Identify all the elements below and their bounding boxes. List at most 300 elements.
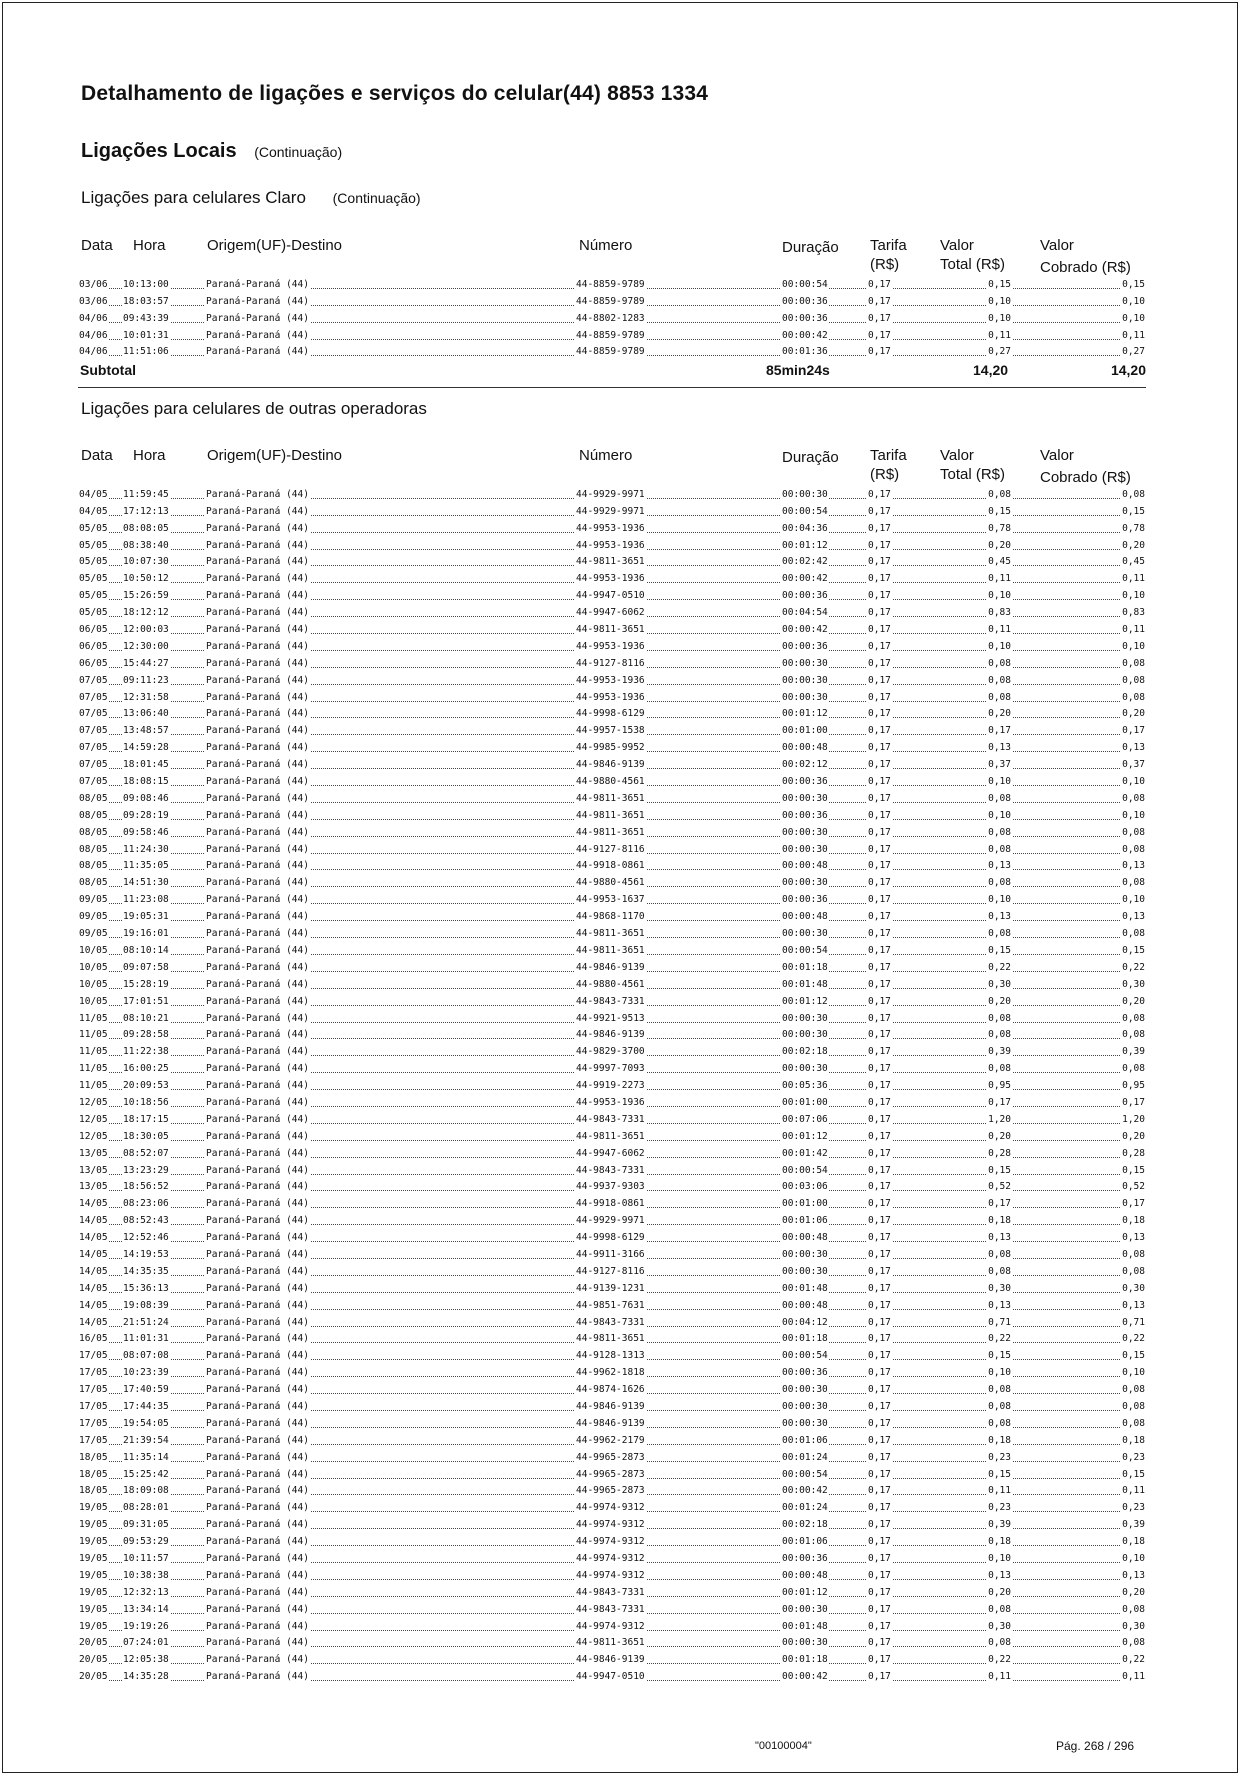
cell-origem: Paraná-Paraná (44): [206, 295, 309, 307]
cell-valor-cobrado: 0,08: [1122, 1248, 1145, 1260]
cell-valor-total: 0,10: [988, 295, 1011, 307]
cell-numero: 44-9953-1936: [576, 522, 645, 534]
cell-valor-cobrado: 0,39: [1122, 1519, 1145, 1531]
cell-origem: Paraná-Paraná (44): [206, 1485, 309, 1497]
cell-tarifa: 0,17: [868, 1384, 891, 1396]
cell-valor-total: 0,71: [988, 1316, 1011, 1328]
cell-hora: 18:56:52: [123, 1181, 169, 1193]
cell-origem: Paraná-Paraná (44): [206, 1080, 309, 1092]
cell-origem: Paraná-Paraná (44): [206, 1198, 309, 1210]
cell-valor-cobrado: 0,13: [1122, 742, 1145, 754]
cell-tarifa: 0,17: [868, 522, 891, 534]
cell-numero: 44-9127-8116: [576, 1265, 645, 1277]
cell-valor-total: 0,08: [988, 1637, 1011, 1649]
cell-origem: Paraná-Paraná (44): [206, 1215, 309, 1227]
cell-data: 19/05: [79, 1553, 108, 1564]
cell-tarifa: 0,17: [868, 505, 891, 517]
cell-tarifa: 0,17: [868, 1215, 891, 1227]
cell-data: 04/06: [79, 329, 108, 341]
cell-tarifa: 0,17: [868, 1536, 891, 1548]
cell-valor-cobrado: 0,08: [1122, 691, 1145, 703]
col-tarifa-unit: (R$): [870, 256, 900, 273]
cell-valor-total: 0,23: [988, 1451, 1011, 1463]
cell-duracao: 00:01:48: [782, 1282, 828, 1294]
cell-valor-cobrado: 0,22: [1122, 961, 1145, 973]
cell-valor-cobrado: 0,08: [1122, 1012, 1145, 1024]
cell-origem: Paraná-Paraná (44): [206, 1350, 309, 1362]
cell-duracao: 00:01:12: [782, 995, 828, 1007]
cell-origem: Paraná-Paraná (44): [206, 640, 309, 652]
cell-hora: 17:01:51: [123, 995, 169, 1007]
cell-tarifa: 0,17: [868, 1502, 891, 1514]
table-row: [78, 1566, 1146, 1583]
cell-valor-total: 0,08: [988, 691, 1011, 703]
cell-valor-cobrado: 0,08: [1122, 1384, 1145, 1396]
cell-valor-total: 0,08: [988, 657, 1011, 669]
cell-tarifa: 0,17: [868, 1569, 891, 1581]
table-row: [78, 992, 1146, 1009]
cell-valor-cobrado: 0,10: [1122, 1553, 1145, 1564]
cell-valor-cobrado: 0,13: [1122, 1232, 1145, 1244]
cell-origem: Paraná-Paraná (44): [206, 539, 309, 551]
cell-hora: 14:51:30: [123, 877, 169, 889]
col-numero: Número: [579, 447, 633, 464]
cell-data: 05/05: [79, 607, 108, 619]
cell-valor-cobrado: 0,11: [1122, 1485, 1145, 1497]
cell-tarifa: 0,17: [868, 1434, 891, 1446]
section-title: Ligações Locais: [81, 140, 237, 162]
cell-valor-cobrado: 0,08: [1122, 826, 1145, 838]
cell-hora: 21:51:24: [123, 1316, 169, 1328]
cell-tarifa: 0,17: [868, 877, 891, 889]
cell-valor-cobrado: 0,30: [1122, 1620, 1145, 1632]
cell-hora: 08:52:43: [123, 1215, 169, 1227]
table1-title: Ligações para celulares Claro: [81, 188, 306, 207]
col-valor-cobrado: Valor: [1040, 447, 1074, 464]
table-row: [78, 772, 1146, 789]
table-row: [78, 975, 1146, 992]
cell-hora: 11:01:31: [123, 1333, 169, 1345]
cell-numero: 44-9947-0510: [576, 590, 645, 602]
cell-valor-total: 0,11: [988, 624, 1011, 636]
cell-tarifa: 0,17: [868, 607, 891, 619]
cell-numero: 44-9843-7331: [576, 1603, 645, 1615]
cell-hora: 09:31:05: [123, 1519, 169, 1531]
cell-tarifa: 0,17: [868, 1181, 891, 1193]
cell-valor-total: 0,22: [988, 961, 1011, 973]
cell-valor-total: 0,13: [988, 1299, 1011, 1311]
cell-origem: Paraná-Paraná (44): [206, 894, 309, 906]
cell-duracao: 00:00:30: [782, 843, 828, 855]
cell-data: 11/05: [79, 1012, 108, 1024]
cell-data: 08/05: [79, 860, 108, 872]
cell-numero: 44-9127-8116: [576, 657, 645, 669]
table2-rows: [78, 485, 1146, 1684]
cell-duracao: 00:04:36: [782, 522, 828, 534]
table-row: [78, 890, 1146, 907]
cell-numero: 44-9947-6062: [576, 607, 645, 619]
cell-origem: Paraná-Paraná (44): [206, 1620, 309, 1632]
cell-data: 14/05: [79, 1232, 108, 1244]
cell-valor-cobrado: 0,08: [1122, 877, 1145, 889]
cell-duracao: 00:00:30: [782, 674, 828, 686]
table-row: [78, 1330, 1146, 1347]
cell-tarifa: 0,17: [868, 556, 891, 568]
cell-duracao: 00:00:48: [782, 1299, 828, 1311]
cell-valor-cobrado: 0,10: [1122, 295, 1145, 307]
cell-valor-total: 0,15: [988, 505, 1011, 517]
cell-hora: 10:38:38: [123, 1569, 169, 1581]
section-continuation: (Continuação): [254, 144, 343, 160]
cell-hora: 14:19:53: [123, 1248, 169, 1260]
cell-data: 17/05: [79, 1434, 108, 1446]
cell-origem: Paraná-Paraná (44): [206, 1417, 309, 1429]
table-row: [78, 1617, 1146, 1634]
cell-duracao: 00:00:30: [782, 1012, 828, 1024]
cell-origem: Paraná-Paraná (44): [206, 1282, 309, 1294]
cell-valor-cobrado: 0,22: [1122, 1333, 1145, 1345]
cell-valor-total: 0,10: [988, 1553, 1011, 1564]
cell-duracao: 00:00:42: [782, 573, 828, 585]
cell-numero: 44-9811-3651: [576, 944, 645, 956]
cell-valor-cobrado: 0,08: [1122, 1417, 1145, 1429]
table-row: [78, 1380, 1146, 1397]
table1-continuation: (Continuação): [332, 190, 421, 206]
cell-valor-total: 0,13: [988, 911, 1011, 923]
cell-origem: Paraná-Paraná (44): [206, 1164, 309, 1176]
cell-tarifa: 0,17: [868, 1316, 891, 1328]
cell-hora: 18:03:57: [123, 295, 169, 307]
cell-numero: 44-9919-2273: [576, 1080, 645, 1092]
cell-duracao: 00:02:18: [782, 1046, 828, 1058]
cell-tarifa: 0,17: [868, 1333, 891, 1345]
cell-data: 08/05: [79, 792, 108, 804]
cell-duracao: 00:00:30: [782, 1417, 828, 1429]
cell-duracao: 00:00:54: [782, 1350, 828, 1362]
cell-duracao: 00:00:30: [782, 488, 828, 500]
cell-tarifa: 0,17: [868, 826, 891, 838]
cell-valor-total: 0,15: [988, 1164, 1011, 1176]
cell-data: 10/05: [79, 995, 108, 1007]
cell-valor-cobrado: 0,30: [1122, 1282, 1145, 1294]
cell-numero: 44-9846-9139: [576, 1654, 645, 1666]
cell-tarifa: 0,17: [868, 1248, 891, 1260]
table-row: [78, 1600, 1146, 1617]
cell-origem: Paraná-Paraná (44): [206, 860, 309, 872]
col-tarifa: Tarifa: [870, 237, 907, 254]
cell-origem: Paraná-Paraná (44): [206, 877, 309, 889]
cell-data: 14/05: [79, 1198, 108, 1210]
cell-valor-total: 0,30: [988, 1620, 1011, 1632]
cell-origem: Paraná-Paraná (44): [206, 826, 309, 838]
cell-data: 10/05: [79, 978, 108, 990]
cell-tarifa: 0,17: [868, 1063, 891, 1075]
cell-numero: 44-8802-1283: [576, 312, 645, 324]
cell-hora: 11:51:06: [123, 346, 169, 358]
cell-data: 11/05: [79, 1029, 108, 1041]
table-row: [78, 1279, 1146, 1296]
table-row: [78, 292, 1146, 309]
cell-hora: 10:11:57: [123, 1553, 169, 1564]
cell-valor-total: 0,08: [988, 928, 1011, 940]
cell-duracao: 00:00:36: [782, 295, 828, 307]
cell-numero: 44-9974-9312: [576, 1536, 645, 1548]
table-row: [78, 1042, 1146, 1059]
cell-origem: Paraná-Paraná (44): [206, 742, 309, 754]
table-row: [78, 688, 1146, 705]
table-row: [78, 857, 1146, 874]
cell-data: 14/05: [79, 1248, 108, 1260]
cell-hora: 10:13:00: [123, 278, 169, 290]
cell-valor-cobrado: 0,28: [1122, 1147, 1145, 1159]
cell-tarifa: 0,17: [868, 944, 891, 956]
cell-numero: 44-9921-9513: [576, 1012, 645, 1024]
cell-tarifa: 0,17: [868, 725, 891, 737]
cell-duracao: 00:01:48: [782, 978, 828, 990]
cell-tarifa: 0,17: [868, 928, 891, 940]
cell-duracao: 00:00:36: [782, 809, 828, 821]
cell-valor-total: 0,11: [988, 1671, 1011, 1683]
cell-valor-cobrado: 0,10: [1122, 894, 1145, 906]
cell-origem: Paraná-Paraná (44): [206, 488, 309, 500]
cell-data: 08/05: [79, 877, 108, 889]
cell-numero: 44-9811-3651: [576, 809, 645, 821]
cell-origem: Paraná-Paraná (44): [206, 1096, 309, 1108]
cell-valor-cobrado: 0,08: [1122, 1603, 1145, 1615]
cell-origem: Paraná-Paraná (44): [206, 911, 309, 923]
cell-tarifa: 0,17: [868, 792, 891, 804]
cell-numero: 44-9829-3700: [576, 1046, 645, 1058]
cell-hora: 10:01:31: [123, 329, 169, 341]
cell-numero: 44-8859-9789: [576, 295, 645, 307]
cell-numero: 44-9843-7331: [576, 1586, 645, 1598]
cell-valor-total: 0,10: [988, 1367, 1011, 1379]
table1-rows: [78, 275, 1146, 359]
cell-duracao: 00:00:48: [782, 860, 828, 872]
cell-valor-cobrado: 0,20: [1122, 1130, 1145, 1142]
cell-duracao: 00:01:24: [782, 1451, 828, 1463]
cell-data: 04/06: [79, 312, 108, 324]
cell-tarifa: 0,17: [868, 1603, 891, 1615]
cell-numero: 44-9947-6062: [576, 1147, 645, 1159]
cell-data: 20/05: [79, 1654, 108, 1666]
table-row: [78, 1634, 1146, 1651]
cell-tarifa: 0,17: [868, 1130, 891, 1142]
cell-data: 20/05: [79, 1671, 108, 1683]
cell-valor-total: 0,20: [988, 1130, 1011, 1142]
cell-data: 19/05: [79, 1502, 108, 1514]
cell-data: 08/05: [79, 843, 108, 855]
cell-duracao: 00:01:42: [782, 1147, 828, 1159]
cell-data: 12/05: [79, 1113, 108, 1125]
cell-duracao: 00:00:30: [782, 792, 828, 804]
cell-numero: 44-9843-7331: [576, 1113, 645, 1125]
section-heading: [81, 140, 342, 163]
cell-hora: 20:09:53: [123, 1080, 169, 1092]
table-row: [78, 823, 1146, 840]
cell-duracao: 00:01:36: [782, 346, 828, 358]
cell-tarifa: 0,17: [868, 742, 891, 754]
cell-valor-cobrado: 0,10: [1122, 312, 1145, 324]
cell-valor-total: 0,10: [988, 809, 1011, 821]
cell-numero: 44-9874-1626: [576, 1384, 645, 1396]
cell-hora: 09:07:58: [123, 961, 169, 973]
cell-duracao: 00:01:12: [782, 539, 828, 551]
cell-numero: 44-8859-9789: [576, 329, 645, 341]
cell-numero: 44-9974-9312: [576, 1502, 645, 1514]
cell-valor-cobrado: 0,37: [1122, 759, 1145, 771]
cell-origem: Paraná-Paraná (44): [206, 961, 309, 973]
subtotal-valor-cobrado: 14,20: [1110, 362, 1146, 378]
cell-data: 18/05: [79, 1468, 108, 1480]
cell-data: 05/05: [79, 573, 108, 585]
cell-hora: 10:50:12: [123, 573, 169, 585]
cell-duracao: 00:02:18: [782, 1519, 828, 1531]
cell-tarifa: 0,17: [868, 995, 891, 1007]
table-row: [78, 1178, 1146, 1195]
cell-valor-cobrado: 0,08: [1122, 792, 1145, 804]
cell-duracao: 00:00:30: [782, 1400, 828, 1412]
cell-valor-total: 0,11: [988, 573, 1011, 585]
col-data: Data: [81, 237, 113, 254]
cell-hora: 12:31:58: [123, 691, 169, 703]
table-row: [78, 721, 1146, 738]
cell-numero: 44-9843-7331: [576, 995, 645, 1007]
table-row: [78, 536, 1146, 553]
cell-tarifa: 0,17: [868, 1265, 891, 1277]
cell-valor-cobrado: 0,78: [1122, 522, 1145, 534]
cell-duracao: 00:04:54: [782, 607, 828, 619]
cell-hora: 09:08:46: [123, 792, 169, 804]
cell-data: 03/06: [79, 295, 108, 307]
cell-valor-total: 0,18: [988, 1434, 1011, 1446]
cell-data: 20/05: [79, 1637, 108, 1649]
table-row: [78, 1667, 1146, 1684]
cell-valor-cobrado: 0,10: [1122, 640, 1145, 652]
table-row: [78, 603, 1146, 620]
cell-numero: 44-9139-1231: [576, 1282, 645, 1294]
cell-valor-cobrado: 0,17: [1122, 1198, 1145, 1210]
cell-data: 18/05: [79, 1451, 108, 1463]
cell-valor-total: 0,18: [988, 1536, 1011, 1548]
cell-hora: 09:53:29: [123, 1536, 169, 1548]
cell-numero: 44-9998-6129: [576, 1232, 645, 1244]
cell-tarifa: 0,17: [868, 776, 891, 788]
table-row: [78, 941, 1146, 958]
cell-origem: Paraná-Paraná (44): [206, 1333, 309, 1345]
cell-valor-total: 0,08: [988, 1400, 1011, 1412]
cell-hora: 15:26:59: [123, 590, 169, 602]
cell-origem: Paraná-Paraná (44): [206, 1012, 309, 1024]
table-row: [78, 519, 1146, 536]
cell-duracao: 00:00:30: [782, 1063, 828, 1075]
cell-valor-total: 0,22: [988, 1333, 1011, 1345]
cell-data: 19/05: [79, 1603, 108, 1615]
cell-valor-total: 0,11: [988, 329, 1011, 341]
cell-valor-total: 0,08: [988, 826, 1011, 838]
cell-valor-cobrado: 0,52: [1122, 1181, 1145, 1193]
cell-origem: Paraná-Paraná (44): [206, 1553, 309, 1564]
col-valor-cobrado-2: Cobrado (R$): [1040, 469, 1131, 486]
cell-valor-total: 0,17: [988, 1198, 1011, 1210]
table-row: [78, 1448, 1146, 1465]
cell-valor-cobrado: 0,20: [1122, 995, 1145, 1007]
cell-valor-total: 0,08: [988, 1265, 1011, 1277]
table-row: [78, 485, 1146, 502]
cell-numero: 44-9811-3651: [576, 928, 645, 940]
col-hora: Hora: [133, 237, 166, 254]
cell-hora: 18:08:15: [123, 776, 169, 788]
cell-duracao: 00:00:54: [782, 505, 828, 517]
cell-valor-total: 0,83: [988, 607, 1011, 619]
cell-duracao: 00:00:36: [782, 776, 828, 788]
cell-data: 16/05: [79, 1333, 108, 1345]
cell-duracao: 00:05:36: [782, 1080, 828, 1092]
cell-valor-cobrado: 0,20: [1122, 708, 1145, 720]
cell-tarifa: 0,17: [868, 295, 891, 307]
cell-duracao: 00:00:30: [782, 877, 828, 889]
cell-valor-cobrado: 0,20: [1122, 539, 1145, 551]
cell-duracao: 00:00:30: [782, 928, 828, 940]
cell-tarifa: 0,17: [868, 657, 891, 669]
cell-hora: 12:30:00: [123, 640, 169, 652]
col-data: Data: [81, 447, 113, 464]
cell-data: 10/05: [79, 944, 108, 956]
cell-numero: 44-9965-2873: [576, 1451, 645, 1463]
cell-numero: 44-9843-7331: [576, 1164, 645, 1176]
col-valor-cobrado-2: Cobrado (R$): [1040, 259, 1131, 276]
cell-duracao: 00:00:48: [782, 1232, 828, 1244]
cell-hora: 21:39:54: [123, 1434, 169, 1446]
cell-data: 08/05: [79, 809, 108, 821]
cell-hora: 19:16:01: [123, 928, 169, 940]
cell-numero: 44-9929-9971: [576, 488, 645, 500]
cell-numero: 44-9953-1936: [576, 539, 645, 551]
cell-numero: 44-9128-1313: [576, 1350, 645, 1362]
cell-origem: Paraná-Paraná (44): [206, 1147, 309, 1159]
cell-numero: 44-9953-1936: [576, 1096, 645, 1108]
cell-tarifa: 0,17: [868, 1164, 891, 1176]
cell-valor-cobrado: 0,23: [1122, 1502, 1145, 1514]
cell-origem: Paraná-Paraná (44): [206, 1434, 309, 1446]
cell-hora: 18:17:15: [123, 1113, 169, 1125]
cell-numero: 44-9985-9952: [576, 742, 645, 754]
cell-duracao: 00:01:06: [782, 1434, 828, 1446]
table-row: [78, 1059, 1146, 1076]
cell-tarifa: 0,17: [868, 708, 891, 720]
cell-tarifa: 0,17: [868, 1620, 891, 1632]
cell-hora: 17:40:59: [123, 1384, 169, 1396]
cell-origem: Paraná-Paraná (44): [206, 590, 309, 602]
table-row: [78, 1482, 1146, 1499]
cell-data: 10/05: [79, 961, 108, 973]
table-row: [78, 1583, 1146, 1600]
cell-valor-cobrado: 0,13: [1122, 1299, 1145, 1311]
cell-hora: 16:00:25: [123, 1063, 169, 1075]
table2-title: Ligações para celulares de outras operadoras: [81, 399, 427, 418]
cell-tarifa: 0,17: [868, 1046, 891, 1058]
table-row: [78, 1110, 1146, 1127]
table-row: [78, 275, 1146, 292]
cell-duracao: 00:00:30: [782, 826, 828, 838]
cell-hora: 11:24:30: [123, 843, 169, 855]
cell-data: 05/05: [79, 590, 108, 602]
table-row: [78, 755, 1146, 772]
cell-hora: 13:06:40: [123, 708, 169, 720]
cell-hora: 08:10:14: [123, 944, 169, 956]
cell-origem: Paraná-Paraná (44): [206, 1569, 309, 1581]
cell-data: 19/05: [79, 1519, 108, 1531]
